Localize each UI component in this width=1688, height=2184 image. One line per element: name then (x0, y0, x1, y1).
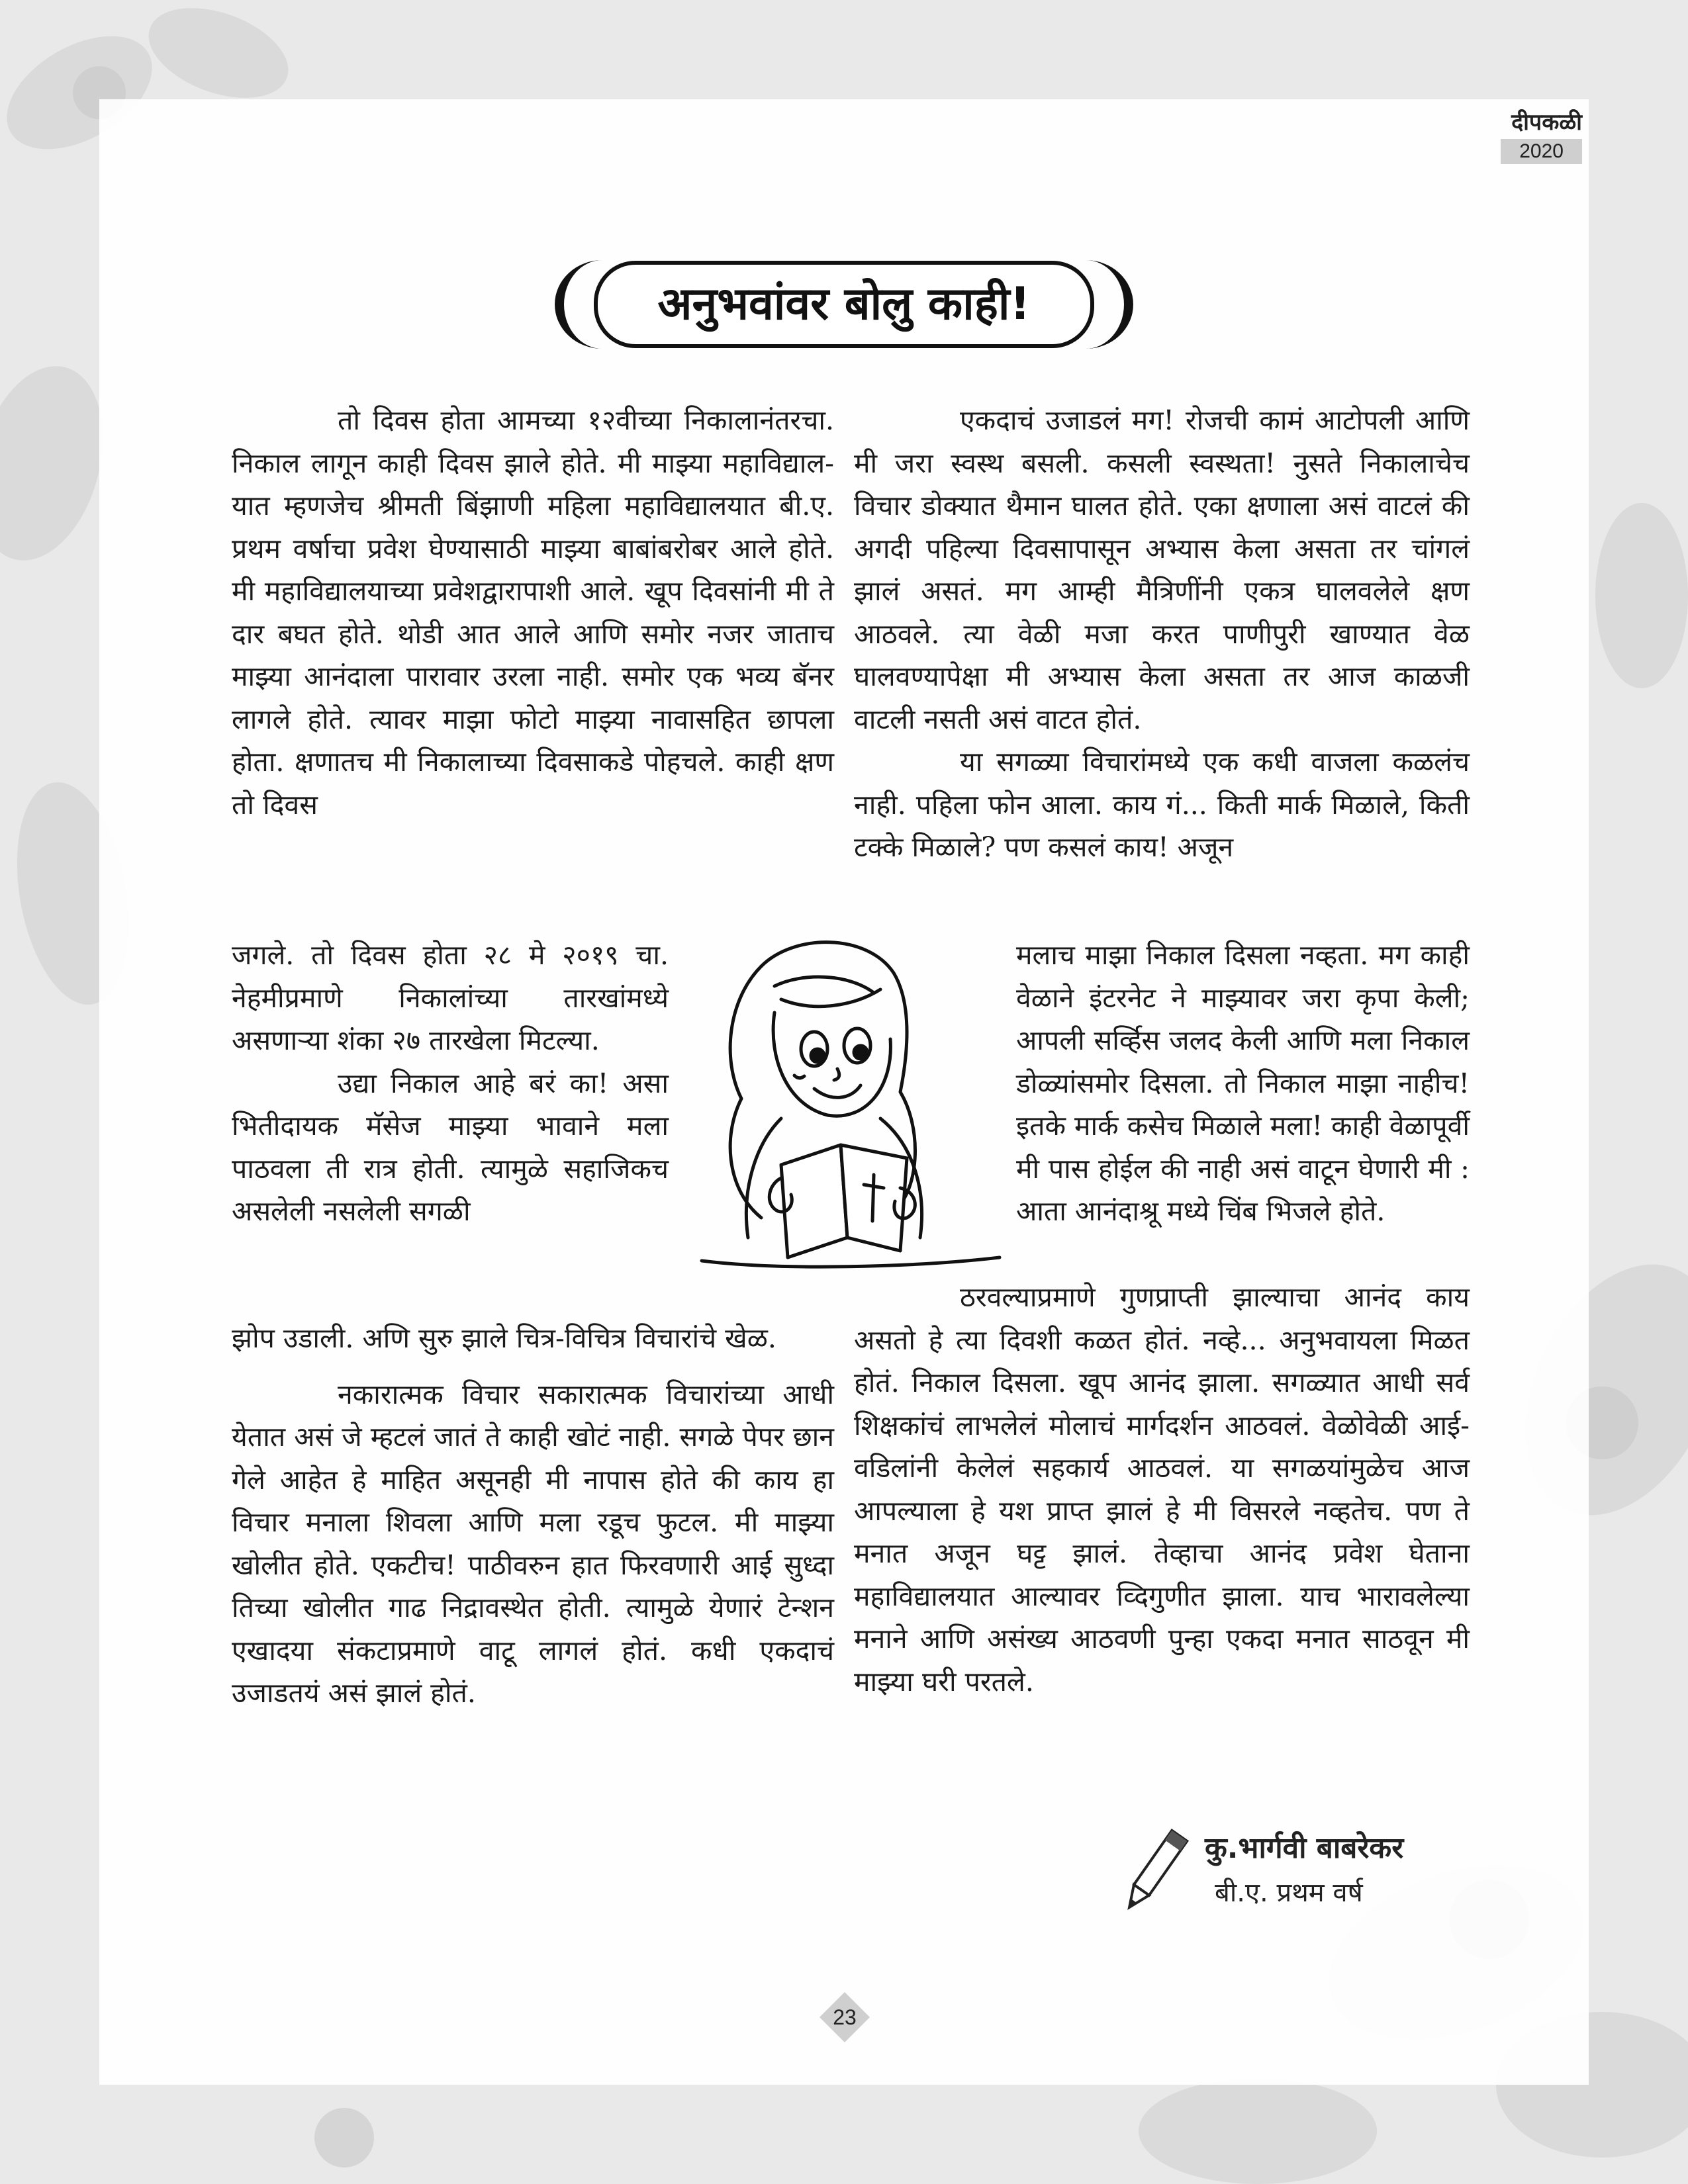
author-class: बी.ए. प्रथम वर्ष (1215, 1878, 1363, 1908)
page-number-badge (818, 1991, 871, 2044)
pencil-icon (1112, 1827, 1192, 1919)
left-column-bottom (232, 1317, 834, 1715)
right-column-top (854, 399, 1470, 869)
article-title-banner (549, 255, 1139, 354)
paragraph: या सगळ्या विचारांमध्ये एक कधी वाजला कळलंच नाही. पहिला फोन आला. काय गं... किती मार्क मिळाले, किती टक्के मिळाले? पण कसलं काय! अजून (854, 746, 1470, 863)
paragraph: ठरवल्याप्रमाणे गुणप्राप्ती झाल्याचा आनंद काय असतो हे त्या दिवशी कळत होतं. नव्हे... अनुभवायला मिळत होतं. निकाल दिसला. खूप आनंद झाला. सगळ्यात आधी सर्व शिक्षकांचं लाभलेलं मोलाचं मार्गदर्शन आठवलं. वेळोवेळी आई-वडिलांनी केलेलं सहकार्य आठवलं. या सगळयांमुळेच आज आपल्याला हे यश प्राप्त झालं हे मी विसरले नव्हतेच. पण ते मनात अजून घट्ट झालं. तेव्हाचा आनंद प्रवेश घेताना महाविद्यालयात आल्यावर व्दिगुणीत झाला. याच भारावलेल्या मनाने आणि असंख्य आठवणी पुन्हा एकदा मनात साठवून मी माझ्या घरी परतले. (854, 1281, 1470, 1698)
page-number: 23 (833, 2005, 857, 2029)
paragraph: नकारात्मक विचार सकारात्मक विचारांच्या आधी येतात असं जे म्हटलं जातं ते काही खोटं नाही. सगळे पेपर छान गेले आहेत हे माहित असूनही मी नापास होते की काय हा विचार मनाला शिवला आणि मला रडूच फुटल. मी माझ्या खोलीत होते. एकटीच! पाठीवरुन हात फिरवणारी आई सुध्दा तिच्या खोलीत गाढ निद्रावस्थेत होती. त्यामुळे येणारं टेन्शन एखादया संकटाप्रमाणे वाटू लागलं होतं. कधी एकदाचं उजाडतयं असं झालं होतं. (232, 1378, 834, 1709)
paragraph: झोप उडाली. अणि सुरु झाले चित्र-विचित्र विचारांचे खेळ. (232, 1322, 776, 1354)
author-name: कु.भार्गवी बाबरेकर (1205, 1831, 1404, 1865)
paragraph: उद्या निकाल आहे बरं का! असा भितीदायक मॅसेज माझ्या भावाने मला पाठवला ती रात्र होती. त्यामुळे सहाजिकच असलेली नसलेली सगळी (232, 1067, 669, 1227)
magazine-brand (1501, 106, 1582, 164)
brand-year: 2020 (1501, 139, 1582, 164)
article-title: अनुभवांवर बोलु काही! (657, 278, 1031, 330)
left-column-middle (232, 934, 669, 1233)
paragraph: मलाच माझा निकाल दिसला नव्हता. मग काही वेळाने इंटरनेट ने माझ्यावर जरा कृपा केली; आपली सर्व्हिस जलद केली आणि मला निकाल डोळ्यांसमोर दिसला. तो निकाल माझा नाहीच! इतके मार्क कसेच मिळाले मला! काही वेळापूर्वी मी पास होईल की नाही असं वाटून घेणारी मी : आता आनंदाश्रू मध्ये चिंब भिजले होते. (1016, 939, 1470, 1227)
paragraph: जगले. तो दिवस होता २८ मे २०१९ चा. नेहमीप्रमाणे निकालांच्या तारखांमध्ये असणाऱ्या शंका २७ तारखेला मिटल्या. (232, 939, 669, 1056)
paragraph: तो दिवस होता आमच्या १२वीच्या निकालानंतरचा. निकाल लागून काही दिवस झाले होते. मी माझ्या महाविद्याल-यात म्हणजेच श्रीमती बिंझाणी महिला महाविद्यालयात बी.ए. प्रथम वर्षाचा प्रवेश घेण्यासाठी माझ्या बाबांबरोबर आले होते. मी महाविद्यालयाच्या प्रवेशद्वारापाशी आले. खूप दिवसांनी मी ते दार बघत होते. थोडी आत आले आणि समोर नजर जाताच माझ्या आनंदाला पारावार उरला नाही. समोर एक भव्य बॅनर लागले होते. त्यावर माझा फोटो माझ्या नावासहित छापला होता. क्षणातच मी निकालाच्या दिवसाकडे पोहचले. काही क्षण तो दिवस (232, 404, 834, 821)
right-column-bottom (854, 1276, 1470, 1703)
paragraph: एकदाचं उजाडलं मग! रोजची कामं आटोपली आणि मी जरा स्वस्थ बसली. कसली स्वस्थता! नुसते निकालाचेच विचार डोक्यात थैमान घालत होते. एका क्षणाला असं वाटलं की अगदी पहिल्या दिवसापासून अभ्यास केला असता तर चांगलं झालं असतं. मग आम्ही मैत्रिणींनी एकत्र घालवलेले क्षण आठवले. त्या वेळी मजा करत पाणीपुरी खाण्यात वेळ घालवण्यापेक्षा मी अभ्यास केला असता तर आज काळजी वाटली नसती असं वाटत होतं. (854, 404, 1470, 735)
left-column-top (232, 399, 834, 826)
girl-reading-book-illustration (682, 927, 1013, 1284)
brand-name: दीपकळी (1511, 109, 1582, 136)
right-column-middle (1016, 934, 1470, 1233)
